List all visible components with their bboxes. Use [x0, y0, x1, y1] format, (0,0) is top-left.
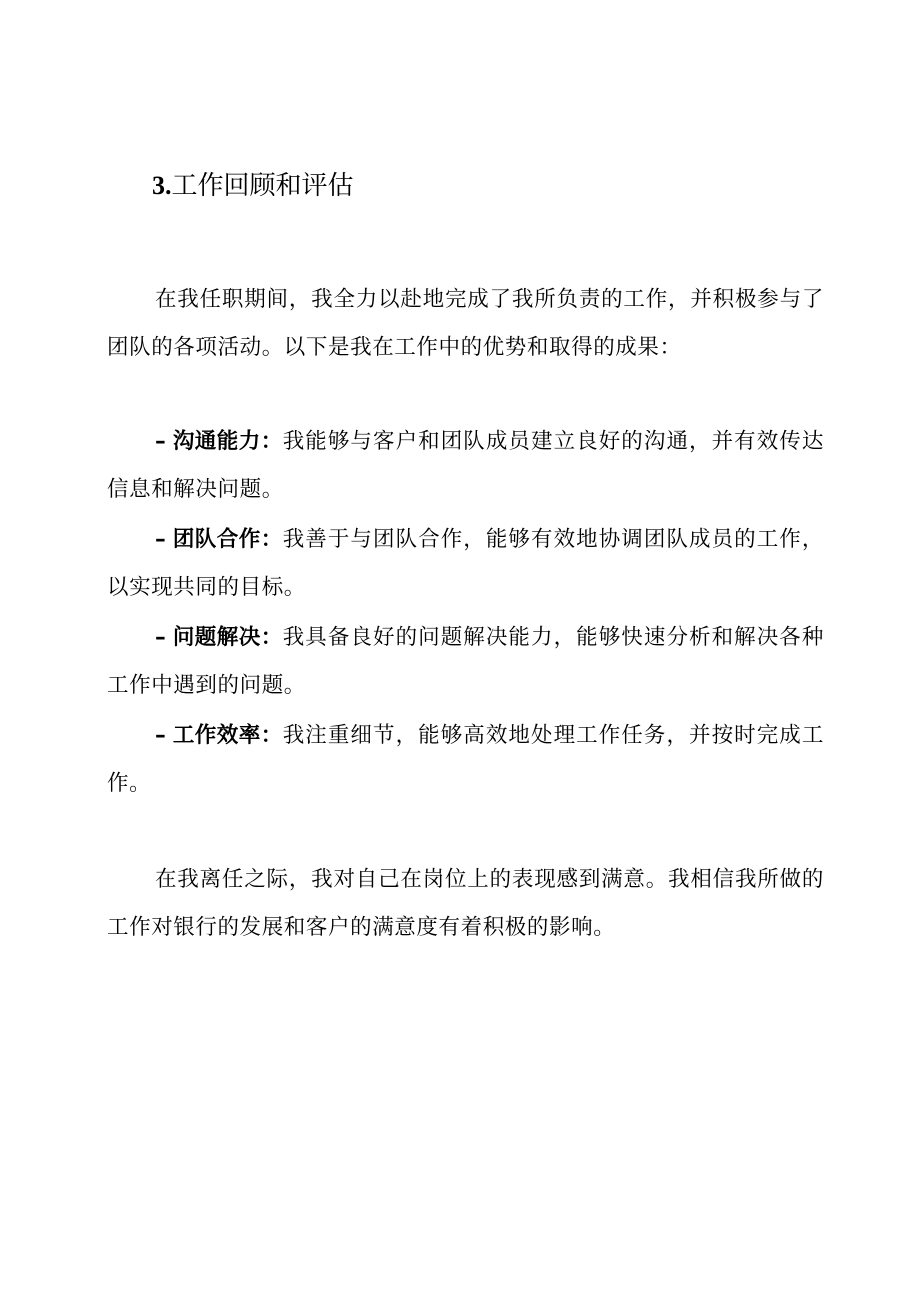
strength-text: 我具备良好的问题解决能力，能够快速分析和解决各种工作中遇到的问题。	[107, 625, 824, 698]
section-number: 3.	[152, 171, 172, 200]
strength-term: 问题解决：	[172, 625, 283, 650]
bullet-marker: –	[155, 723, 167, 748]
bullet-marker: –	[155, 625, 167, 650]
bullet-marker: –	[155, 429, 167, 454]
strength-term: 团队合作：	[172, 527, 283, 552]
strengths-list	[107, 418, 824, 810]
list-item	[107, 712, 824, 808]
list-item	[107, 516, 824, 612]
closing-paragraph: 在我离任之际，我对自己在岗位上的表现感到满意。我相信我所做的工作对银行的发展和客户的满意度有着积极的影响。	[107, 867, 824, 940]
strength-text: 我注重细节，能够高效地处理工作任务，并按时完成工作。	[107, 723, 824, 796]
bullet-marker: –	[155, 527, 167, 552]
strength-text: 我能够与客户和团队成员建立良好的沟通，并有效传达信息和解决问题。	[107, 429, 824, 502]
intro-paragraph: 在我任职期间，我全力以赴地完成了我所负责的工作，并积极参与了团队的各项活动。以下是我在工作中的优势和取得的成果：	[107, 287, 824, 360]
section-heading	[152, 168, 354, 204]
strength-term: 沟通能力：	[172, 429, 283, 454]
list-item	[107, 418, 824, 514]
section-title: 工作回顾和评估	[171, 171, 354, 201]
strength-term: 工作效率：	[172, 723, 283, 748]
list-item	[107, 614, 824, 710]
strength-text: 我善于与团队合作，能够有效地协调团队成员的工作，以实现共同的目标。	[107, 527, 824, 600]
